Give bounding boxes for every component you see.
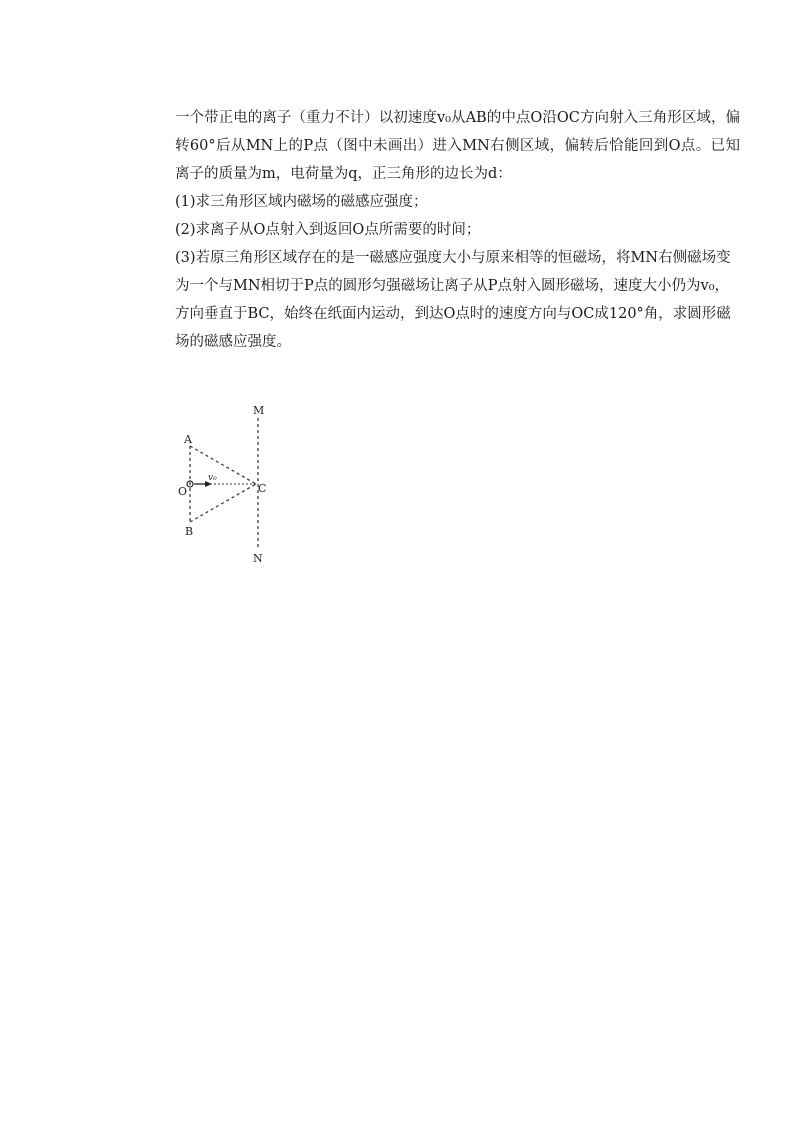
problem-text [175,104,740,356]
side-bc [190,484,256,522]
side-ac [190,446,256,484]
label-a: A [184,433,192,446]
label-o: O [178,485,188,498]
label-m: M [253,404,265,417]
label-v: v₀ [208,473,217,483]
label-b: B [185,525,194,538]
label-c: C [258,482,267,495]
label-n: N [253,552,263,565]
question-3: (3)若原三角形区域存在的是一磁感应强度大小与原来相等的恒磁场，将MN右侧磁场变为一个与MN相切于P点的圆形匀强磁场让离子从P点射入圆形磁场，速度大小仍为v₀，方向垂直于BC，始终在纸面内运动，到达O点时的速度方向与OC成120°角，求圆形磁场的磁感应强度。 [175,250,731,350]
question-1: (1)求三角形区域内磁场的磁感应强度； [175,194,428,210]
question-2: (2)求离子从O点射入到返回O点所需要的时间； [175,222,481,238]
physics-diagram [170,400,270,570]
diagram-svg [170,400,270,570]
problem-intro: 一个带正电的离子（重力不计）以初速度v₀从AB的中点O沿OC方向射入三角形区域，偏转60°后从MN上的P点（图中未画出）进入MN右侧区域，偏转后恰能回到O点。已知离子的质量为m，电荷量为q，正三角形的边长为d： [175,110,740,182]
